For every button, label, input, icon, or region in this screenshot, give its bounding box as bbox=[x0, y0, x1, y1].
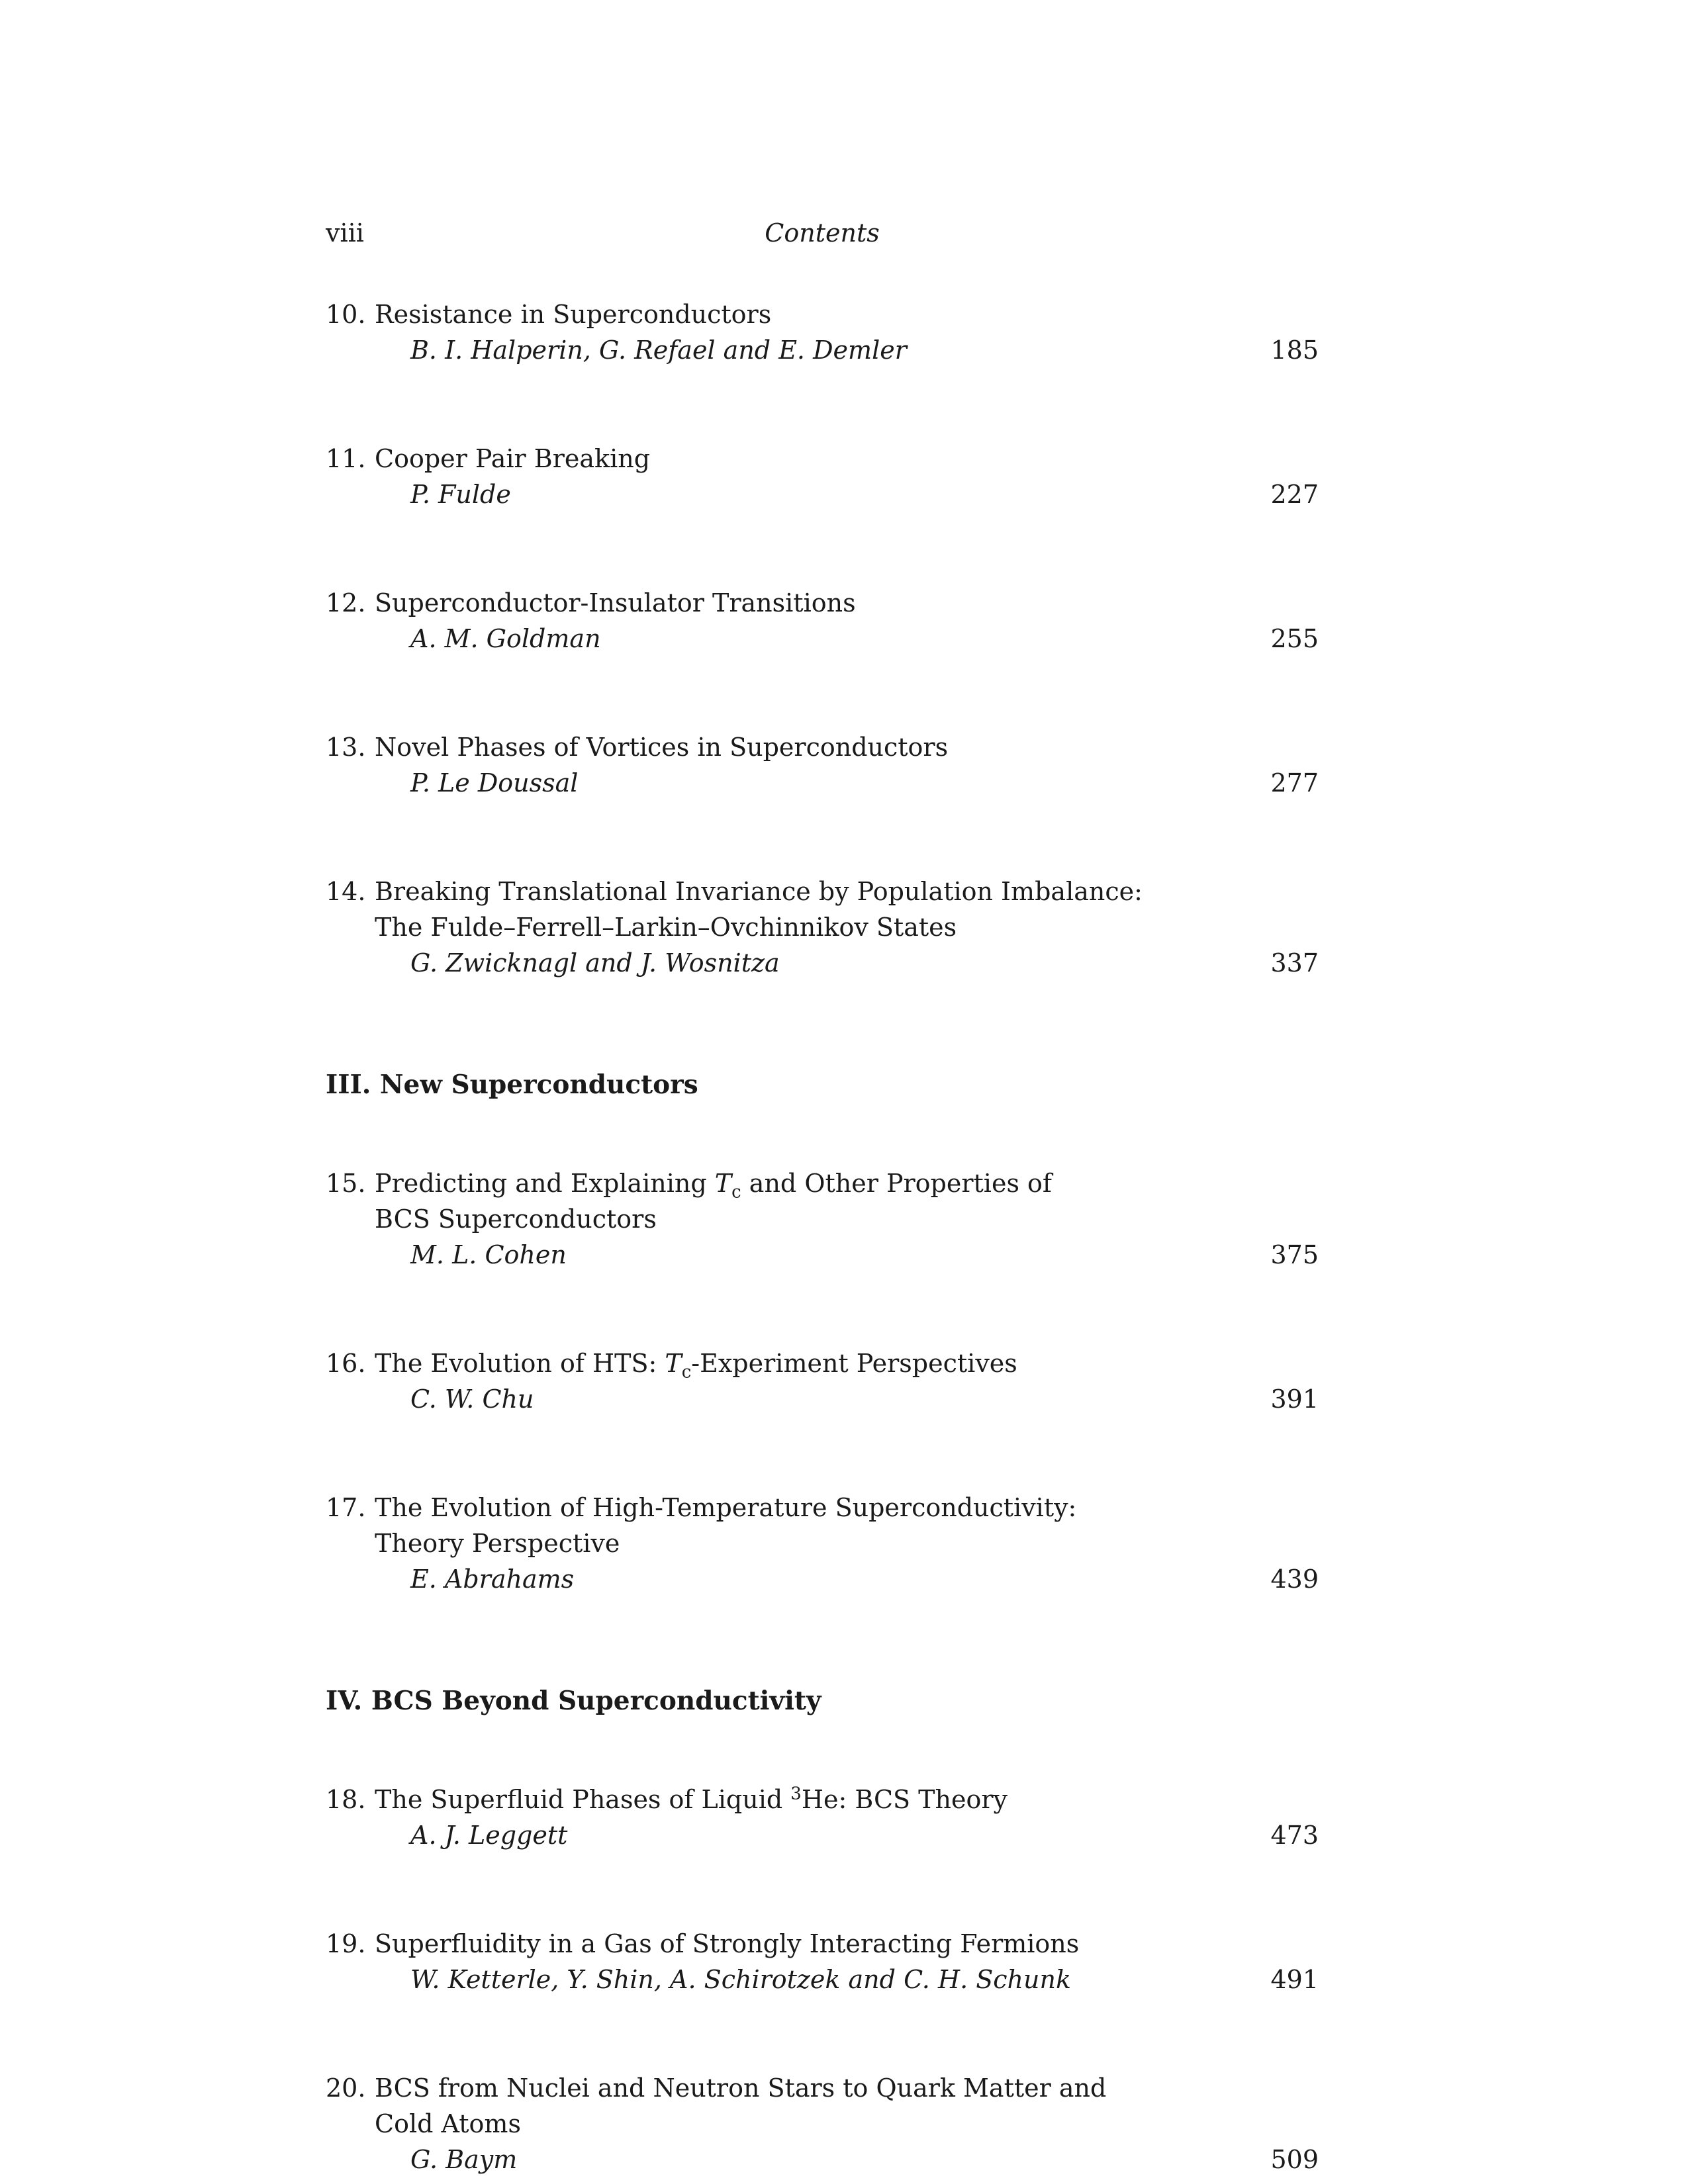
entry-page: 473 bbox=[1270, 1821, 1319, 1850]
entry-title: Cooper Pair Breaking bbox=[375, 444, 651, 473]
page-header bbox=[326, 218, 1319, 258]
entry-authors: C. W. Chu bbox=[410, 1385, 534, 1414]
toc-entry-17[interactable] bbox=[326, 1490, 1319, 1597]
entry-authors: E. Abrahams bbox=[410, 1565, 575, 1594]
entry-authors: G. Zwicknagl and J. Wosnitza bbox=[410, 948, 780, 978]
toc-entry-13[interactable] bbox=[326, 729, 1319, 801]
entry-authors: A. J. Leggett bbox=[410, 1821, 568, 1850]
entry-authors: B. I. Halperin, G. Refael and E. Demler bbox=[410, 336, 907, 365]
toc-entry-20[interactable] bbox=[326, 2070, 1319, 2177]
entry-title-continued: BCS Superconductors bbox=[375, 1205, 657, 1234]
toc-entry-16[interactable] bbox=[326, 1345, 1319, 1417]
entry-page: 337 bbox=[1270, 948, 1319, 978]
entry-authors: P. Le Doussal bbox=[410, 768, 579, 797]
entry-page: 277 bbox=[1270, 768, 1319, 797]
entry-number: 20. bbox=[326, 2073, 366, 2103]
part-heading-iv[interactable]: IV. BCS Beyond Superconductivity bbox=[326, 1686, 821, 1716]
math-subscript: c bbox=[731, 1182, 741, 1203]
part-heading-iii[interactable]: III. New Superconductors bbox=[326, 1069, 698, 1100]
entry-title: BCS from Nuclei and Neutron Stars to Quark Matter and bbox=[375, 2073, 1107, 2103]
entry-number: 13. bbox=[326, 733, 366, 762]
running-title: Contents bbox=[765, 218, 880, 248]
toc-entry-18[interactable] bbox=[326, 1782, 1319, 1853]
entry-page: 227 bbox=[1270, 480, 1319, 509]
page-number: viii bbox=[326, 218, 364, 248]
entry-title-continued: The Fulde–Ferrell–Larkin–Ovchinnikov States bbox=[375, 913, 957, 942]
entry-page: 491 bbox=[1270, 1965, 1319, 1994]
toc-entry-19[interactable] bbox=[326, 1926, 1319, 1997]
entry-page: 391 bbox=[1270, 1385, 1319, 1414]
entry-number: 11. bbox=[326, 444, 366, 473]
entry-number: 18. bbox=[326, 1785, 366, 1814]
entry-number: 17. bbox=[326, 1493, 366, 1522]
entry-title: Breaking Translational Invariance by Population Imbalance: bbox=[375, 877, 1143, 906]
entry-title-pre: The Evolution of HTS: bbox=[375, 1349, 665, 1378]
entry-number: 19. bbox=[326, 1929, 366, 1958]
entry-title-post: -Experiment Perspectives bbox=[691, 1349, 1017, 1378]
entry-page: 439 bbox=[1270, 1565, 1319, 1594]
math-variable: T bbox=[714, 1169, 732, 1198]
entry-title-continued: Theory Perspective bbox=[375, 1529, 620, 1558]
entry-authors: G. Baym bbox=[410, 2145, 518, 2174]
entry-title-post: He: BCS Theory bbox=[801, 1785, 1008, 1814]
table-of-contents bbox=[326, 296, 1319, 2177]
entry-authors: A. M. Goldman bbox=[410, 624, 601, 653]
math-variable: T bbox=[665, 1349, 682, 1378]
entry-title: Superfluidity in a Gas of Strongly Interacting Fermions bbox=[375, 1929, 1080, 1958]
entry-authors: W. Ketterle, Y. Shin, A. Schirotzek and C. H. Schunk bbox=[410, 1965, 1072, 1994]
entry-page: 185 bbox=[1270, 336, 1319, 365]
entry-authors: M. L. Cohen bbox=[410, 1240, 567, 1269]
entry-number: 10. bbox=[326, 300, 366, 329]
toc-entry-15[interactable] bbox=[326, 1165, 1319, 1273]
entry-title: Novel Phases of Vortices in Superconductors bbox=[375, 733, 949, 762]
entry-title: The Evolution of High-Temperature Superconductivity: bbox=[375, 1493, 1077, 1522]
entry-title-pre: The Superfluid Phases of Liquid bbox=[375, 1785, 791, 1814]
entry-title-continued: Cold Atoms bbox=[375, 2109, 521, 2138]
entry-number: 15. bbox=[326, 1169, 366, 1198]
entry-title-post: and Other Properties of bbox=[741, 1169, 1052, 1198]
entry-page: 375 bbox=[1270, 1240, 1319, 1269]
entry-title: Superconductor-Insulator Transitions bbox=[375, 588, 856, 617]
toc-entry-11[interactable] bbox=[326, 441, 1319, 512]
toc-entry-10[interactable] bbox=[326, 296, 1319, 368]
math-subscript: c bbox=[681, 1362, 692, 1383]
entry-page: 255 bbox=[1270, 624, 1319, 653]
entry-authors: P. Fulde bbox=[410, 480, 511, 509]
entry-page: 509 bbox=[1270, 2145, 1319, 2174]
entry-number: 12. bbox=[326, 588, 366, 617]
entry-title: Resistance in Superconductors bbox=[375, 300, 772, 329]
entry-number: 14. bbox=[326, 877, 366, 906]
entry-title-pre: Predicting and Explaining bbox=[375, 1169, 715, 1198]
math-superscript: 3 bbox=[790, 1784, 802, 1804]
toc-entry-12[interactable] bbox=[326, 585, 1319, 657]
toc-entry-14[interactable] bbox=[326, 874, 1319, 981]
entry-number: 16. bbox=[326, 1349, 366, 1378]
